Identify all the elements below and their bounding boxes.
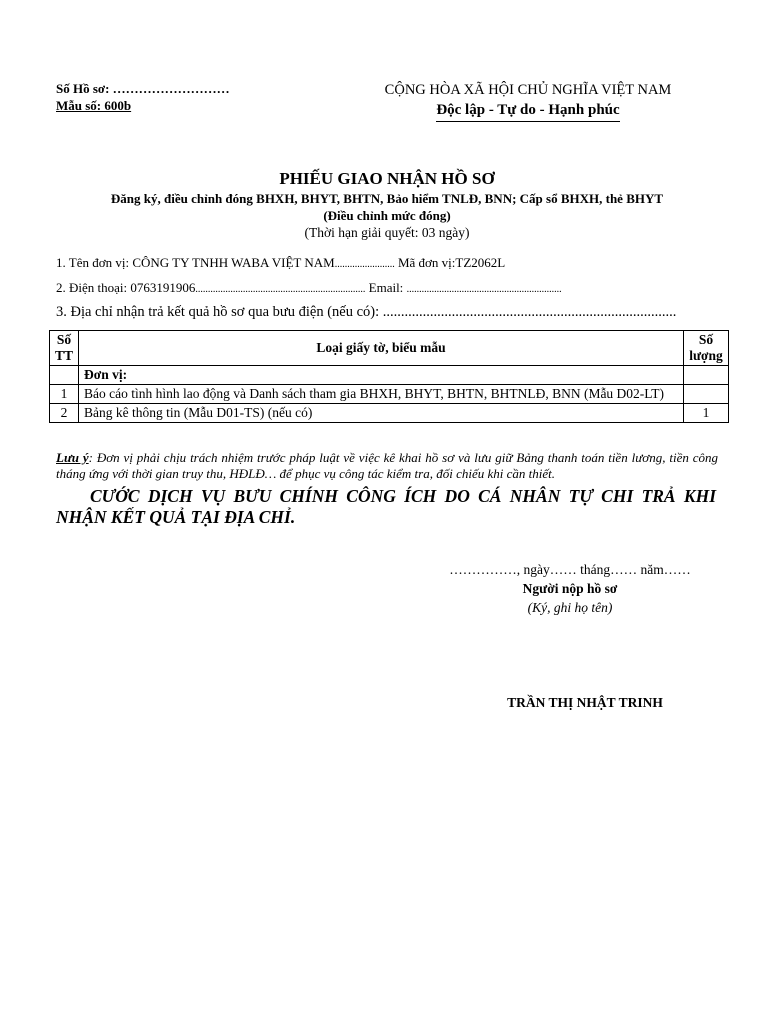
row-document-type: Báo cáo tình hình lao động và Danh sách tham gia BHXH, BHYT, BHTN, BHTNLĐ, BNN (Mẫu D02-LT) <box>79 385 684 404</box>
table-header-row <box>50 331 729 366</box>
document-subtitle-2: (Điều chỉnh mức đóng) <box>323 208 451 223</box>
row-stt: 2 <box>50 404 79 423</box>
email-dots: .............................................................. <box>406 284 562 295</box>
row-quantity <box>684 385 729 404</box>
signer-role: Người nộp hồ sơ <box>522 581 618 596</box>
row-document-type: Bảng kê thông tin (Mẫu D01-TS) (nếu có) <box>79 404 684 423</box>
signature-block <box>420 560 720 617</box>
unit-name-value: CÔNG TY TNHH WABA VIỆT NAM <box>132 255 335 270</box>
table-section-row <box>50 366 729 385</box>
processing-deadline: (Thời hạn giải quyết: 03 ngày) <box>304 225 470 240</box>
section-qty <box>684 366 729 385</box>
nation-title: CỘNG HÒA XÃ HỘI CHỦ NGHĨA VIỆT NAM <box>384 82 672 98</box>
unit-name-label: 1. Tên đơn vị: <box>56 255 133 270</box>
table-row <box>50 385 729 404</box>
phone-value: 0763191906 <box>130 280 196 295</box>
row-quantity: 1 <box>684 404 729 423</box>
unit-name-dots: ........................ <box>334 259 395 270</box>
address-line <box>56 303 676 321</box>
national-motto: Độc lập - Tự do - Hạnh phúc <box>436 100 619 122</box>
header-quantity: Số lượng <box>684 331 729 366</box>
signer-name: TRẦN THỊ NHẬT TRINH <box>507 695 663 710</box>
document-title: PHIẾU GIAO NHẬN HỒ SƠ <box>279 169 495 188</box>
address-label: 3. Địa chỉ nhận trả kết quả hồ sơ qua bưu điện (nếu có): <box>56 304 383 320</box>
form-number-label: Mẫu số: 600b <box>56 98 132 113</box>
phone-dots: .................................................................... <box>195 284 366 295</box>
unit-code-label: Mã đơn vị: <box>394 255 456 270</box>
postal-fee-notice: CƯỚC DỊCH VỤ BƯU CHÍNH CÔNG ÍCH DO CÁ NHÂN TỰ CHI TRẢ KHI NHẬN KẾT QUẢ TẠI ĐỊA CHỈ. <box>56 486 716 527</box>
signature-instruction: (Ký, ghi họ tên) <box>527 600 613 615</box>
file-number-label: Số Hồ sơ: ……………………… <box>56 81 230 96</box>
title-block <box>40 168 734 242</box>
phone-label: 2. Điện thoại: <box>56 280 131 295</box>
note-text: : Đơn vị phải chịu trách nhiệm trước pháp luật về việc kê khai hồ sơ và lưu giữ Bảng thanh toán tiền lương, tiền công tháng ứng với thời gian truy thu, HĐLĐ… để phục vụ công tác kiểm tra, đối chiếu khi cần thiết. <box>56 450 718 481</box>
section-label: Đơn vị: <box>79 366 684 385</box>
unit-info-line <box>56 254 505 274</box>
note-label: Lưu ý <box>56 450 89 465</box>
header-stt: Số TT <box>50 331 79 366</box>
section-stt <box>50 366 79 385</box>
address-dots: ................................................................................. <box>382 304 677 320</box>
header-right <box>340 80 716 122</box>
document-subtitle: Đăng ký, điều chỉnh đóng BHXH, BHYT, BHTN, Bảo hiểm TNLĐ, BNN; Cấp sổ BHXH, thẻ BHYT <box>110 191 664 206</box>
email-label: Email: <box>365 280 407 295</box>
header-left <box>56 80 230 114</box>
date-line: ……………, ngày…… tháng…… năm…… <box>449 562 691 577</box>
contact-line <box>56 279 562 299</box>
unit-code-value: TZ2062L <box>455 255 506 270</box>
row-stt: 1 <box>50 385 79 404</box>
header-document-type: Loại giấy tờ, biểu mẫu <box>79 331 684 366</box>
table-row <box>50 404 729 423</box>
document-table <box>49 330 729 423</box>
note-paragraph <box>56 450 718 482</box>
